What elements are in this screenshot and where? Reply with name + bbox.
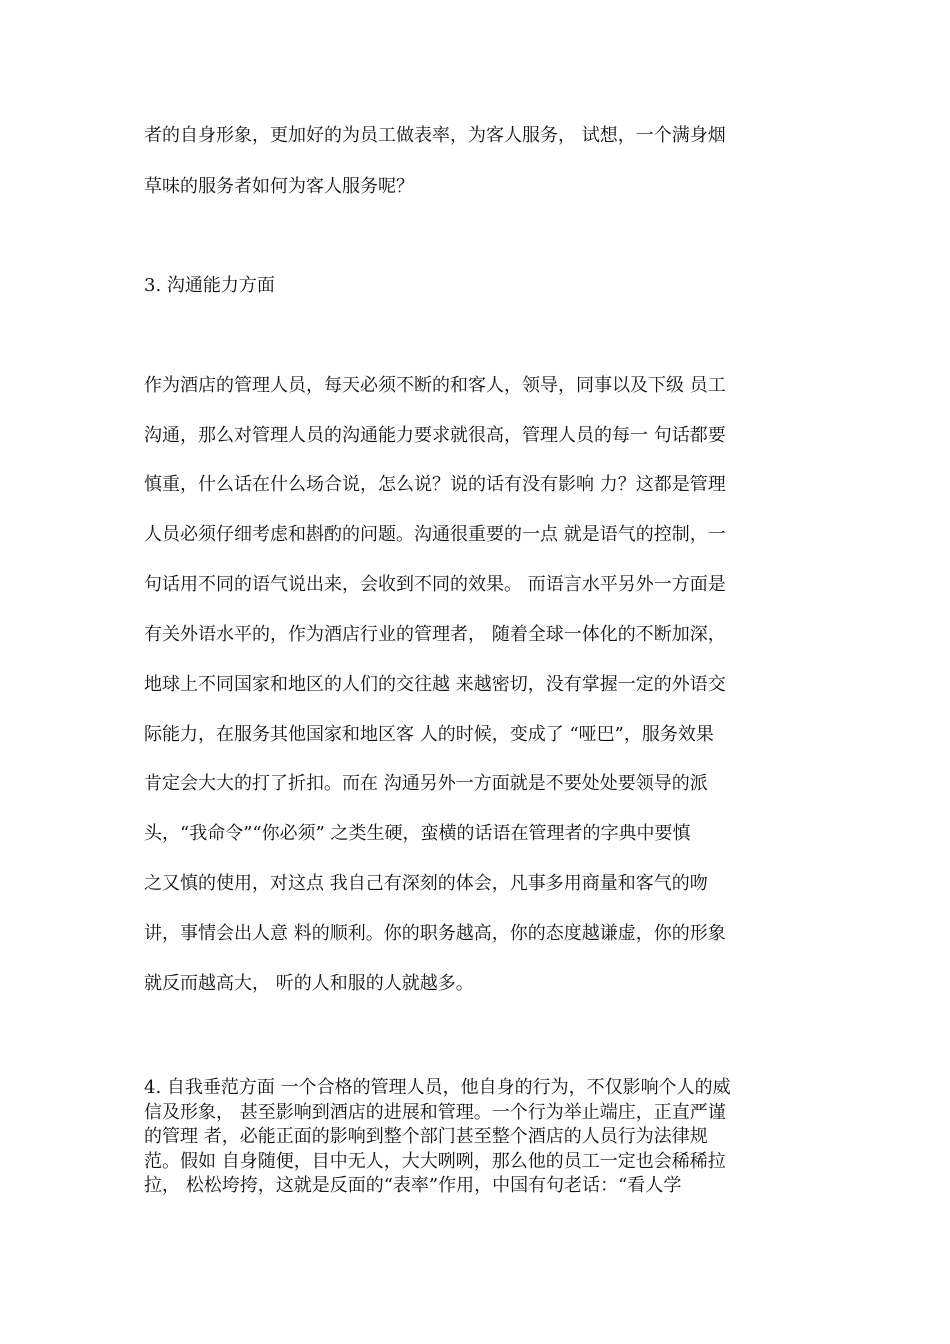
section-4-line-5: 拉， 松松垮挎，这就是反面的“表率”作用，中国有句老话：“看人学	[144, 1175, 682, 1196]
section-4-line-4: 范。假如 自身随便，目中无人，大大咧咧，那么他的员工一定也会稀稀拉	[144, 1151, 726, 1172]
section-3-line-11: 之又慎的使用，对这点 我自己有深刻的体会，凡事多用商量和客气的吻	[144, 873, 708, 894]
section-3-line-10: 头，“我命令”“你必须” 之类生硬，蛮横的话语在管理者的字典中要慎	[144, 823, 691, 844]
section-3-line-5: 句话用不同的语气说出来，会收到不同的效果。 而语言水平另外一方面是	[144, 574, 726, 595]
section-3-line-13: 就反而越高大， 听的人和服的人就越多。	[144, 973, 474, 994]
section-3-line-9: 肯定会大大的打了折扣。而在 沟通另外一方面就是不要处处要领导的派	[144, 773, 708, 794]
section-3-heading: 3. 沟通能力方面	[144, 275, 275, 296]
section-3-line-3: 慎重，什么话在什么场合说，怎么说？说的话有没有影响 力？这都是管理	[144, 474, 726, 495]
intro-line-2: 草味的服务者如何为客人服务呢？	[144, 176, 414, 197]
section-3-line-6: 有关外语水平的，作为酒店行业的管理者， 随着全球一体化的不断加深，	[144, 624, 726, 645]
section-3-line-8: 际能力，在服务其他国家和地区客 人的时候，变成了 “哑巴”，服务效果	[144, 724, 714, 745]
section-4-line-3: 的管理 者，必能正面的影响到整个部门甚至整个酒店的人员行为法律规	[144, 1126, 708, 1147]
intro-line-1: 者的自身形象，更加好的为员工做表率，为客人服务， 试想，一个满身烟	[144, 125, 726, 146]
section-3-line-2: 沟通，那么对管理人员的沟通能力要求就很高，管理人员的每一 句话都要	[144, 425, 726, 446]
section-3-line-7: 地球上不同国家和地区的人们的交往越 来越密切，没有掌握一定的外语交	[144, 674, 726, 695]
section-3-line-4: 人员必须仔细考虑和斟酌的问题。沟通很重要的一点 就是语气的控制，一	[144, 524, 726, 545]
section-3-line-1: 作为酒店的管理人员，每天必须不断的和客人，领导，同事以及下级 员工	[144, 375, 726, 396]
section-4-line-1: 4. 自我垂范方面 一个合格的管理人员，他自身的行为，不仅影响个人的威	[144, 1077, 731, 1098]
section-4-line-2: 信及形象， 甚至影响到酒店的进展和管理。一个行为举止端庄，正直严谨	[144, 1102, 726, 1123]
section-3-line-12: 讲，事情会出人意 料的顺利。你的职务越高，你的态度越谦虚，你的形象	[144, 923, 726, 944]
